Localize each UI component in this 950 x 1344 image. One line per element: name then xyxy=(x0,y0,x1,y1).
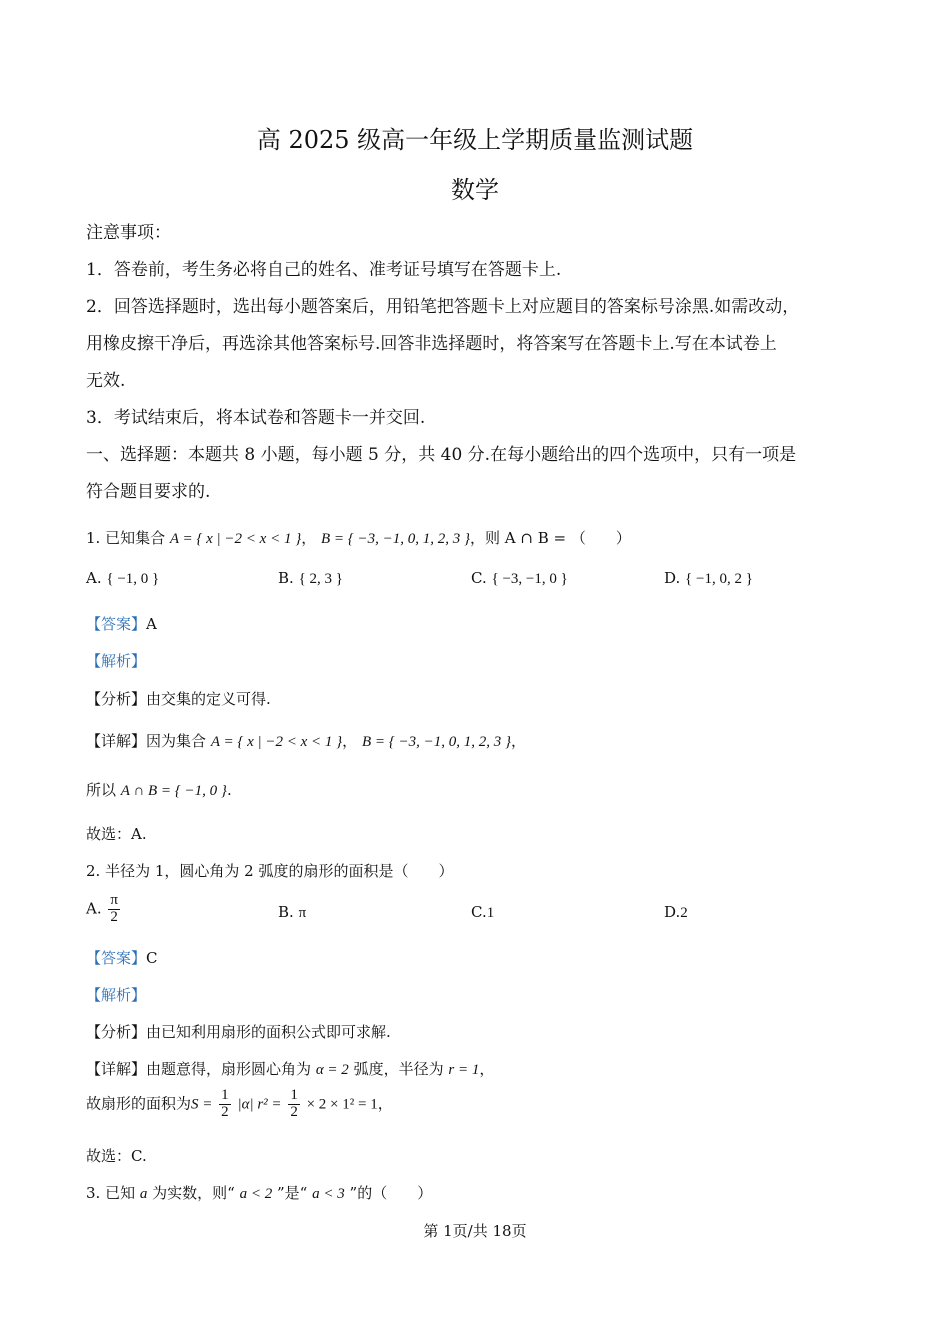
q2-option-d xyxy=(664,903,688,922)
exam-title: 高 2025 级高一年级上学期质量监测试题 xyxy=(256,126,694,154)
q1-option-c-value: { −3, −1, 0 } xyxy=(491,571,568,587)
q2-xiangjie-text-1: 由题意得，扇形圆心角为 xyxy=(146,1060,312,1078)
q2-option-a xyxy=(86,893,122,926)
q3-stem-mid-2: ”是“ xyxy=(277,1184,308,1202)
q1-answer-tag: 【答案】 xyxy=(86,615,147,633)
notice-line-5: 3．考试结束后，将本试卷和答题卡一并交回. xyxy=(86,408,426,428)
q3-stem-mid-1: 为实数，则“ xyxy=(152,1184,235,1202)
q2-option-c xyxy=(471,903,494,922)
q1-so-prefix: 所以 xyxy=(86,781,117,799)
q2-half-fraction-1 xyxy=(219,1088,231,1121)
q1-analysis-tag: 【解析】 xyxy=(86,652,147,670)
q1-fenxi-tag: 【分析】 xyxy=(86,690,147,708)
q1-so-expr: A ∩ B = { −1, 0 } xyxy=(120,783,227,799)
q2-xiangjie-text-3: ， xyxy=(479,1060,495,1078)
exam-subject: 数学 xyxy=(451,176,499,204)
q3-cond-1: a < 2 xyxy=(239,1186,273,1202)
q1-stem xyxy=(86,527,631,548)
q1-option-b-label: B. xyxy=(278,569,294,587)
q2-fenxi-tag: 【分析】 xyxy=(86,1023,147,1041)
q2-half-numerator-1: 1 xyxy=(221,1087,229,1103)
q2-answer xyxy=(86,947,158,968)
q2-xiangjie xyxy=(86,1058,494,1079)
q2-option-a-label: A. xyxy=(86,899,102,918)
q2-answer-value: C xyxy=(146,949,158,967)
q3-stem xyxy=(86,1182,432,1203)
q2-xiangjie-text-2: 弧度，半径为 xyxy=(353,1060,444,1078)
q1-fenxi xyxy=(86,688,271,709)
q1-xiangjie-set-a: A = { x | −2 < x < 1 } xyxy=(210,734,343,750)
q2-option-c-label: C. xyxy=(471,903,487,921)
q2-option-d-value: 2 xyxy=(680,905,688,921)
q2-area-end-expr: × 2 × 1² = 1 xyxy=(306,1096,378,1113)
q1-option-c xyxy=(471,569,568,588)
q1-xiangjie-end: ， xyxy=(510,732,526,750)
q1-option-b-value: { 2, 3 } xyxy=(298,571,343,587)
q1-answer-value: A xyxy=(146,615,157,633)
q2-option-a-fraction xyxy=(108,893,120,926)
notice-heading: 注意事项： xyxy=(86,223,171,243)
q2-area-prefix: 故扇形的面积为 xyxy=(86,1094,192,1113)
q3-stem-suffix: ”的（ ） xyxy=(349,1184,433,1202)
q2-half-denominator-2: 2 xyxy=(290,1103,298,1120)
q1-option-a-label: A. xyxy=(86,569,102,587)
notice-line-2: 2．回答选择题时，选出每小题答案后，用铅笔把答题卡上对应题目的答案标号涂黑.如需改动， xyxy=(86,297,800,317)
q1-set-b: B = { −3, −1, 0, 1, 2, 3 } xyxy=(321,531,471,547)
q1-option-b xyxy=(278,569,343,588)
q1-option-d-label: D. xyxy=(664,569,681,587)
page-footer: 第 1页/共 18页 xyxy=(423,1222,527,1240)
q2-option-a-denominator: 2 xyxy=(110,908,118,925)
q3-cond-2: a < 3 xyxy=(312,1186,345,1202)
q2-answer-tag: 【答案】 xyxy=(86,949,147,967)
notice-line-4: 无效. xyxy=(86,371,126,391)
q2-option-c-value: 1 xyxy=(486,905,495,921)
notice-line-1: 1．答卷前，考生务必将自己的姓名、准考证号填写在答题卡上. xyxy=(86,260,562,280)
q1-fenxi-text: 由交集的定义可得. xyxy=(146,690,271,708)
q2-option-b xyxy=(278,903,306,922)
q1-option-d-value: { −1, 0, 2 } xyxy=(685,571,753,587)
q2-xiangjie-tag: 【详解】 xyxy=(86,1060,147,1078)
q1-xiangjie-set-b: B = { −3, −1, 0, 1, 2, 3 } xyxy=(361,734,511,750)
q2-area-s: S = xyxy=(191,1096,213,1113)
q1-option-a-value: { −1, 0 } xyxy=(106,571,160,587)
q2-analysis-tag: 【解析】 xyxy=(86,986,147,1004)
q2-stem: 2. 半径为 1，圆心角为 2 弧度的扇形的面积是（ ） xyxy=(86,862,454,880)
q1-comma: ， xyxy=(301,529,317,547)
q2-area-formula xyxy=(86,1088,393,1121)
q1-answer xyxy=(86,613,157,634)
q2-alpha-expr: α = 2 xyxy=(315,1062,349,1078)
q1-conclusion xyxy=(86,779,232,800)
q1-xiangjie-sep: ， xyxy=(342,732,358,750)
q2-area-end: ， xyxy=(377,1094,393,1113)
q2-choose: 故选：C. xyxy=(86,1147,147,1165)
q1-so-end: . xyxy=(226,781,232,799)
q2-half-denominator-1: 2 xyxy=(221,1103,229,1120)
q2-fenxi-text: 由已知利用扇形的面积公式即可求解. xyxy=(146,1023,391,1041)
q1-option-a xyxy=(86,569,159,588)
q1-stem-prefix: 1. 已知集合 xyxy=(86,529,166,547)
q1-xiangjie-prefix: 因为集合 xyxy=(146,732,207,750)
q1-stem-suffix: ，则 A ∩ B = （ ） xyxy=(470,529,631,547)
section-heading-line-1: 一、选择题：本题共 8 小题，每小题 5 分，共 40 分.在每小题给出的四个选项中，只有一项是 xyxy=(86,445,797,465)
q1-option-d xyxy=(664,569,753,588)
q2-half-fraction-2 xyxy=(288,1088,300,1121)
q1-xiangjie xyxy=(86,730,526,751)
q3-var-a: a xyxy=(139,1186,148,1202)
q1-set-a: A = { x | −2 < x < 1 } xyxy=(169,531,302,547)
section-heading-line-2: 符合题目要求的. xyxy=(86,482,211,502)
q1-xiangjie-tag: 【详解】 xyxy=(86,732,147,750)
q3-stem-prefix: 3. 已知 xyxy=(86,1184,136,1202)
q2-area-mid: |α| r² = xyxy=(237,1096,282,1113)
q2-option-b-value: π xyxy=(298,905,307,921)
q2-r-expr: r = 1 xyxy=(448,1062,480,1078)
q2-option-b-label: B. xyxy=(278,903,294,921)
notice-line-3: 用橡皮擦干净后，再选涂其他答案标号.回答非选择题时，将答案写在答题卡上.写在本试卷上 xyxy=(86,334,777,354)
q2-half-numerator-2: 1 xyxy=(290,1087,298,1103)
q1-choose: 故选：A. xyxy=(86,825,147,843)
q2-fenxi xyxy=(86,1021,391,1042)
q2-option-a-numerator: π xyxy=(110,892,118,908)
q2-option-d-label: D. xyxy=(664,903,681,921)
q1-option-c-label: C. xyxy=(471,569,487,587)
